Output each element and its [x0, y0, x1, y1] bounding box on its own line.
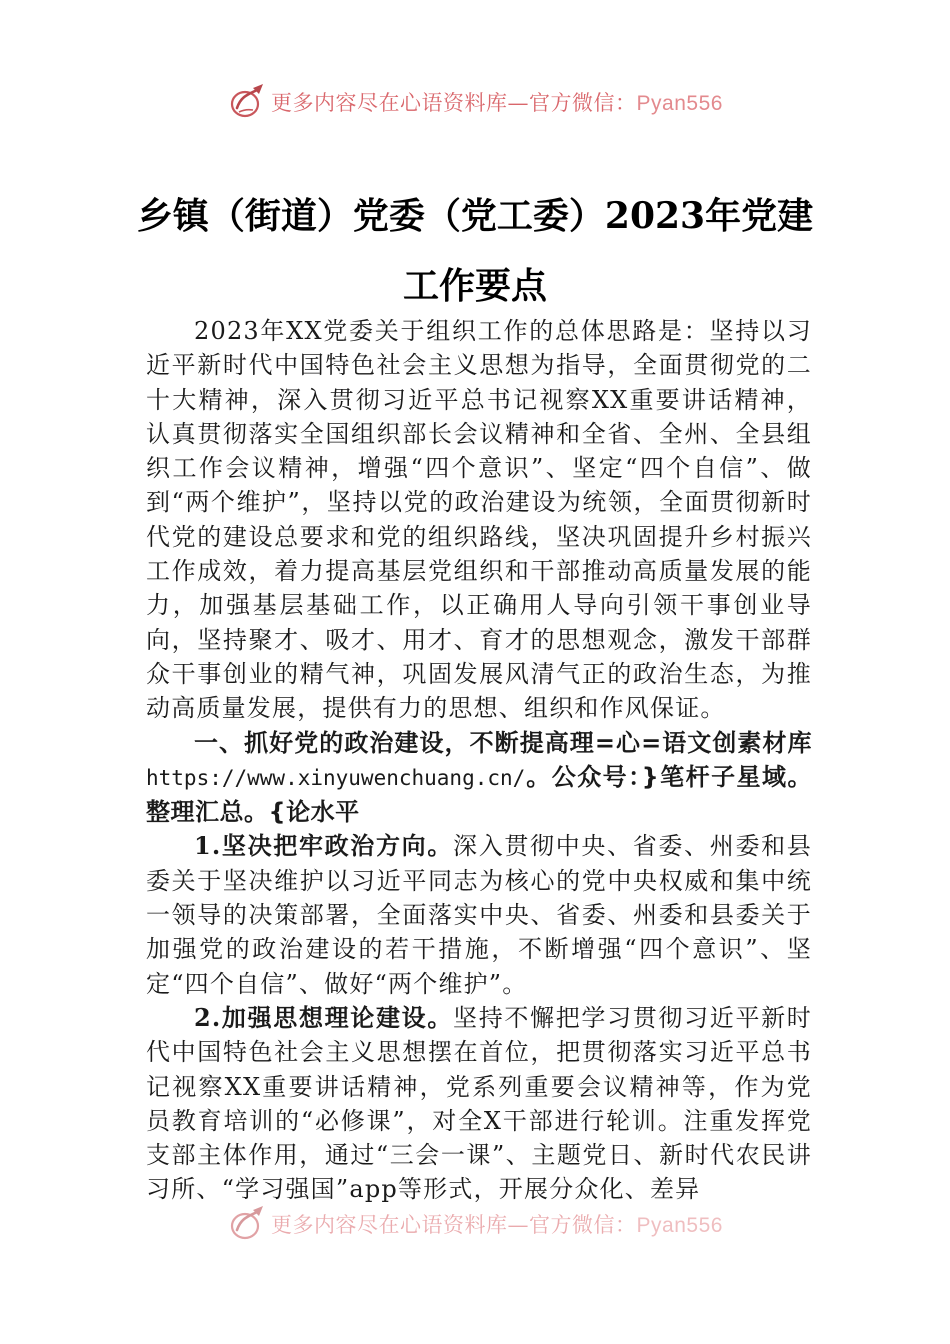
intro-paragraph: 2023年XX党委关于组织工作的总体思路是：坚持以习近平新时代中国特色社会主义思想为指导，全面贯彻党的二十大精神，深入贯彻习近平总书记视察XX重要讲话精神，认真贯彻落实全国组织部长会议精神和全省、全州、全县组织工作会议精神，增强“四个意识”、坚定“四个自信”、做到“两个维护”，坚持以党的政治建设为统领，全面贯彻新时代党的建设总要求和党的组织路线，坚决巩固提升乡村振兴工作成效，着力提高基层党组织和干部推动高质量发展的能力，加强基层基础工作，以正确用人导向引领干事创业导向，坚持聚才、吸才、用才、育才的思想观念，激发干部群众干事创业的精气神，巩固发展风清气正的政治生态，为推动高质量发展，提供有力的思想、组织和作风保证。	[146, 317, 812, 723]
document-title-line-2: 工作要点	[402, 265, 547, 307]
watermark-handle: Pyan556	[636, 92, 723, 115]
watermark-banner-bottom	[0, 1204, 950, 1244]
item-1-heading: 1.坚决把牢政治方向。	[194, 831, 454, 861]
document-body	[146, 314, 812, 1207]
source-url: https://www.xinyuwenchuang.cn/	[146, 765, 526, 790]
section-heading-1	[146, 726, 812, 830]
section-heading-tail: 。公众号：}笔杆子星域。整理汇总。{论水平	[146, 762, 812, 827]
section-heading-text: 一、抓好党的政治建设，不断提高理=心=语文创素材库	[194, 728, 812, 757]
item-2-paragraph	[146, 1001, 812, 1207]
item-1-paragraph	[146, 829, 812, 1000]
item-2-heading: 2.加强思想理论建设。	[194, 1002, 454, 1032]
seal-pen-logo-icon	[227, 1204, 267, 1244]
item-1-body: 深入贯彻中央、省委、州委和县委关于坚决维护以习近平同志为核心的党中央权威和集中统一领导的决策部署，全面落实中央、省委、州委和县委关于加强党的政治建设的若干措施，不断增强“四个意识”、坚定“四个自信”、做好“两个维护”。	[146, 832, 812, 998]
watermark-text: 更多内容尽在心语资料库—官方微信：Pyan556	[271, 91, 723, 115]
watermark-text-bottom: 更多内容尽在心语资料库—官方微信：Pyan556	[271, 1213, 723, 1237]
document-title-line-1: 乡镇（街道）党委（党工委）2023年党建	[136, 195, 814, 237]
item-2-body: 坚持不懈把学习贯彻习近平新时代中国特色社会主义思想摆在首位，把贯彻落实习近平总书记视察XX重要讲话精神，党系列重要会议精神等，作为党员教育培训的“必修课”，对全X干部进行轮训。注重发挥党支部主体作用，通过“三会一课”、主题党日、新时代农民讲习所、“学习强国”app等形式，开展分众化、差异	[146, 1003, 812, 1204]
watermark-handle-bottom: Pyan556	[636, 1214, 723, 1237]
